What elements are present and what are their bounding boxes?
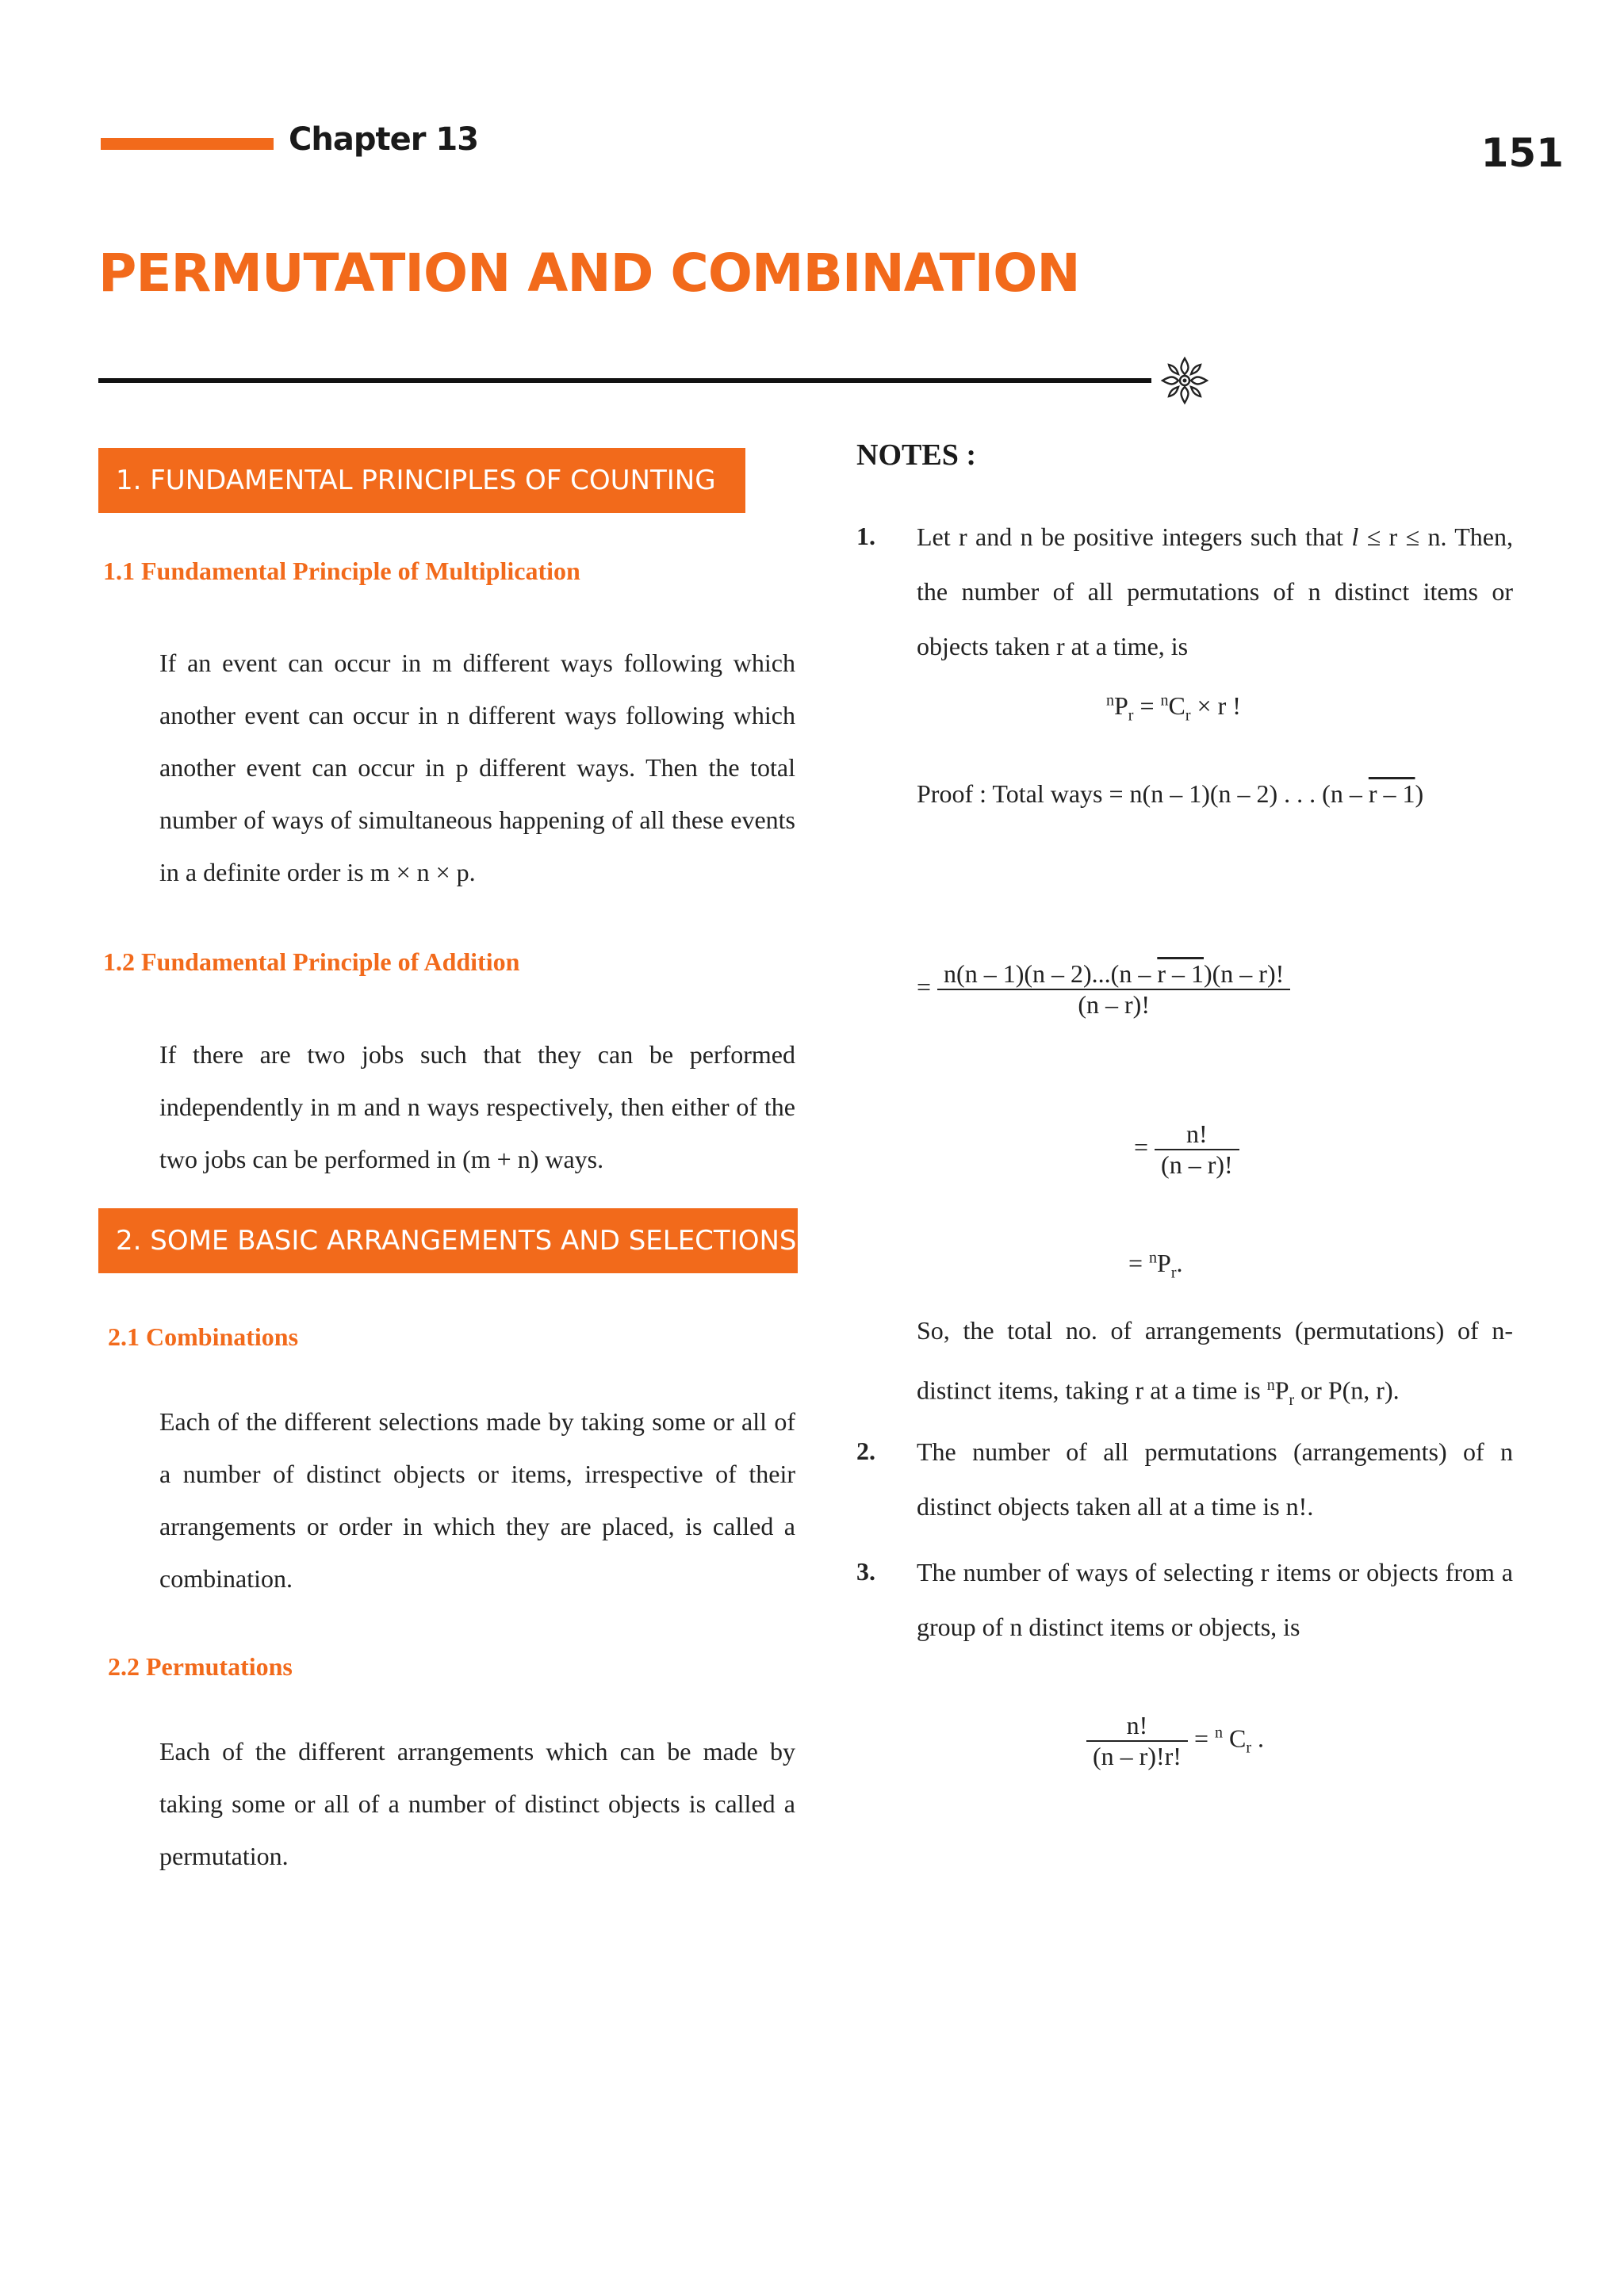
note-1-number: 1. — [856, 522, 875, 550]
header-accent-bar — [101, 138, 274, 150]
subsection-1-2-title: 1.2 Fundamental Principle of Addition — [103, 947, 520, 976]
note-2-text: The number of all permutations (arrangements) of n distinct objects taken all at a time is n!. — [917, 1437, 1513, 1521]
page-title: PERMUTATION AND COMBINATION — [98, 243, 1080, 304]
subsection-2-2-title: 2.2 Permutations — [108, 1652, 293, 1681]
subsection-2-1-text: Each of the different selections made by taking some or all of a number of distinct objects or items, irrespective of their arrangements or order in which they are placed, is called a combination. — [159, 1407, 795, 1593]
subsection-1-1-title: 1.1 Fundamental Principle of Multiplication — [103, 557, 580, 585]
proof-step-2: = $\frac{n!}{(n - r)!}$ — [1134, 1119, 1239, 1180]
subsection-1-1-text: If an event can occur in m different ways following which another event can occur in n different ways following which another event can occur in p different ways. Then the total number of ways of simultaneous happening of all these events in a definite order is m × n × p. — [159, 649, 795, 886]
notes-heading: NOTES : — [856, 438, 976, 472]
page-number: 151 — [1480, 130, 1564, 176]
subsection-2-2-text: Each of the different arrangements which can be made by taking some or all of a number of distinct objects is called a permutation. — [159, 1737, 795, 1870]
ornament-icon — [1159, 355, 1210, 406]
subsection-2-1-title: 2.1 Combinations — [108, 1322, 299, 1351]
section1-heading: 1. FUNDAMENTAL PRINCIPLES OF COUNTING — [98, 448, 745, 513]
proof-line: Proof : Total ways = n(n – 1)(n – 2) . . . (n – r – 1) — [917, 779, 1424, 808]
proof-step-3: = $^nP_r$. — [1128, 1249, 1183, 1282]
note-3-text: The number of ways of selecting r items or objects from a group of n distinct items or objects, is — [917, 1558, 1513, 1641]
subsection-1-2-text: If there are two jobs such that they can be performed independently in m and n ways respectively, then either of the two jobs can be performed in (m + n) ways. — [159, 1040, 795, 1173]
note-2-number: 2. — [856, 1437, 875, 1465]
note-1-text: Let r and n be positive integers such that l ≤ r ≤ n. Then, the number of all permutations of n distinct items or objects taken r at a time, is — [917, 522, 1514, 660]
note-3-number: 3. — [856, 1557, 875, 1586]
chapter-label: Chapter 13 — [289, 121, 479, 158]
npr-formula: $^nP_r = ^nC_r \times r$ ! — [1106, 691, 1241, 725]
so-text: So, the total no. of arrangements (permutations) of n-distinct items, taking r at a time is $^nP_r$ or P(n, r). — [917, 1316, 1513, 1410]
ncr-formula: $\frac{n!}{(n - r)!r!}$ = $^n$ $C_r$ . — [1086, 1711, 1264, 1771]
proof-step-1: = $\frac{n(n - 1)(n - 2)...(n - r - 1)(n - r)!}{(n - r)!}$ — [917, 959, 1290, 1020]
title-divider — [98, 378, 1151, 383]
section2-heading: 2. SOME BASIC ARRANGEMENTS AND SELECTIONS — [98, 1208, 798, 1273]
